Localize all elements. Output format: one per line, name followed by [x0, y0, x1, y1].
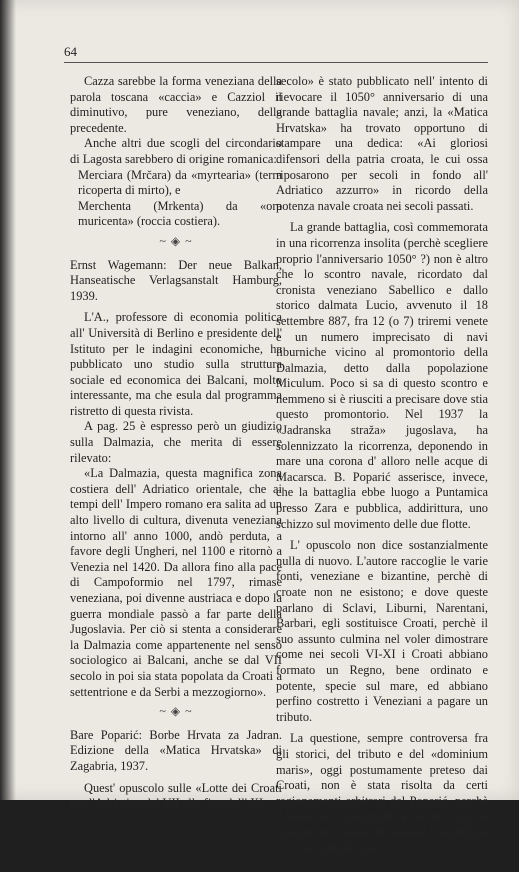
paragraph: secolo» è stato pubblicato nell' intento di rievocare il 1050° anniversario di una grande battaglia navale; anzi, la «Matica Hrvatska» ha trovato opportuno di stampare una dedica: «Ai gloriosi difensori della patria croata, le cui ossa riposarono per secoli in fondo all' Adriatico azzurro» in ricordo della potenza navale croata nei secoli passati. — [276, 74, 488, 213]
book-reference: Bare Poparić: Borbe Hrvata za Jadran. Edizione della «Matica Hrvatska» di Zagabria, 1937. — [70, 727, 282, 773]
paragraph: A pag. 25 è espresso però un giudizio sulla Dalmazia, che merita di essere rilevato: — [70, 419, 282, 465]
left-column — [70, 74, 282, 812]
paragraph: La grande battaglia, così commemorata in una ricorrenza insolita (perchè scegliere proprio l'anniversario 1050° ?) non è altro che lo scontro navale, ricordato dal cronista veneziano Sabellico e dallo storico dalmata Lucio, avvenuto il 18 settembre 887, fra 12 (o 7) triremi venete e un numero imprecisato di navi liburniche vicino al promontorio della Dalmazia, detto dalla popolazione Miculum. Poco si sa di questo scontro e nemmeno si è riusciti a precisare dove stia questo promontorio. Nel 1937 la «Jadranska straža» jugoslava, ha solennizzato la ricorrenza, deponendo in mare una corona d' alloro nelle acque di Macarsca. B. Poparić asserisce, invece, che la battaglia ebbe luogo a Puntamica presso Zara e pubblica, addirittura, uno schizzo sul movimento delle due flotte. — [276, 220, 488, 531]
page-number: 64 — [64, 44, 77, 59]
quotation: «La Dalmazia, questa magnifica zona costiera dell' Adriatico orientale, che ai tempi dell' Impero romano era salita ad un alto livello di cultura, divenuta veneziana intorno all' anno 1000, andò perduta, a favore degli Ungheri, nel 1100 e ritornò a Venezia nel 1420. Da allora fino alla pace di Campoformio nel 1797, rimase veneziana, poi divenne austriaca e dopo la guerra mondiale passò a far parte della Jugoslavia. Per ciò si stenta a considerare la Dalmazia come appartenente nel senso sociologico ai Balcani, anche se dal VII secolo in poi sia stata popolata da Croati a settentrione e da Serbi a mezzogiorno». — [70, 466, 282, 699]
paragraph: Quest' opuscolo sulle «Lotte dei Croati per l'Adriatico dal VII alla fine dell' XI — [70, 780, 282, 811]
paragraph: Anche altri due scogli del circondario di Lagosta sarebbero di origine romanica: — [70, 136, 282, 166]
author-signature: o. r. — [463, 856, 482, 871]
section-ornament: ~ ◈ ~ — [159, 233, 193, 248]
page-gutter-shadow — [0, 0, 16, 800]
paragraph: L' opuscolo non dice sostanzialmente nulla di nuovo. L'autore raccoglie le varie fonti, veneziane e bizantine, perchè di croate non ne esistono; e dove queste parlano di Sclavi, Liburni, Narentani, Barbari, egli sostituisce Croati, perchè il suo assunto culmina nel voler dimostrare come nei secoli VI-XI i Croati abbiano formato un Regno, bene ordinato e potente, specie sul mare, ed abbiano perfino costretto i Veneziani a pagare un tributo. — [276, 538, 488, 724]
right-column — [276, 74, 488, 872]
paragraph: Cazza sarebbe la forma veneziana della parola toscana «caccia» e Cazziol il diminutivo, pure veneziano, della precedente. — [70, 74, 282, 135]
paragraph: Merciara (Mrčara) da «myrtearia» (terra ricoperta di mirto), e — [78, 167, 282, 198]
section-ornament: ~ ◈ ~ — [159, 704, 193, 719]
paragraph: Merchenta (Mrkenta) da «ora muricenta» (roccia costiera). — [78, 198, 282, 229]
paragraph: L'A., professore di economia politica all' Università di Berlino e presidente dell' Istituto per le indagini economiche, ha pubblicato uno studio sulla struttura sociale ed economica dei Balcani, molto interessante, ma che esula dal programma ristretto di questa rivista. — [70, 310, 282, 418]
book-reference: Ernst Wagemann: Der neue Balkan, Hanseatische Verlagsanstalt Hamburg, 1939. — [70, 257, 282, 303]
paragraph: La questione, sempre controversa fra gli storici, del tributo e del «dominium maris», oggi postumamente preteso dai Croati, non è stata risolta da certi ragionamenti arbitrari del Poparić, perchè il sentimento nazionale, anche più puro ed ardente, non basta ad alterare l' equilibrio e la verità della storia. — [276, 731, 488, 855]
header-rule — [64, 62, 488, 63]
